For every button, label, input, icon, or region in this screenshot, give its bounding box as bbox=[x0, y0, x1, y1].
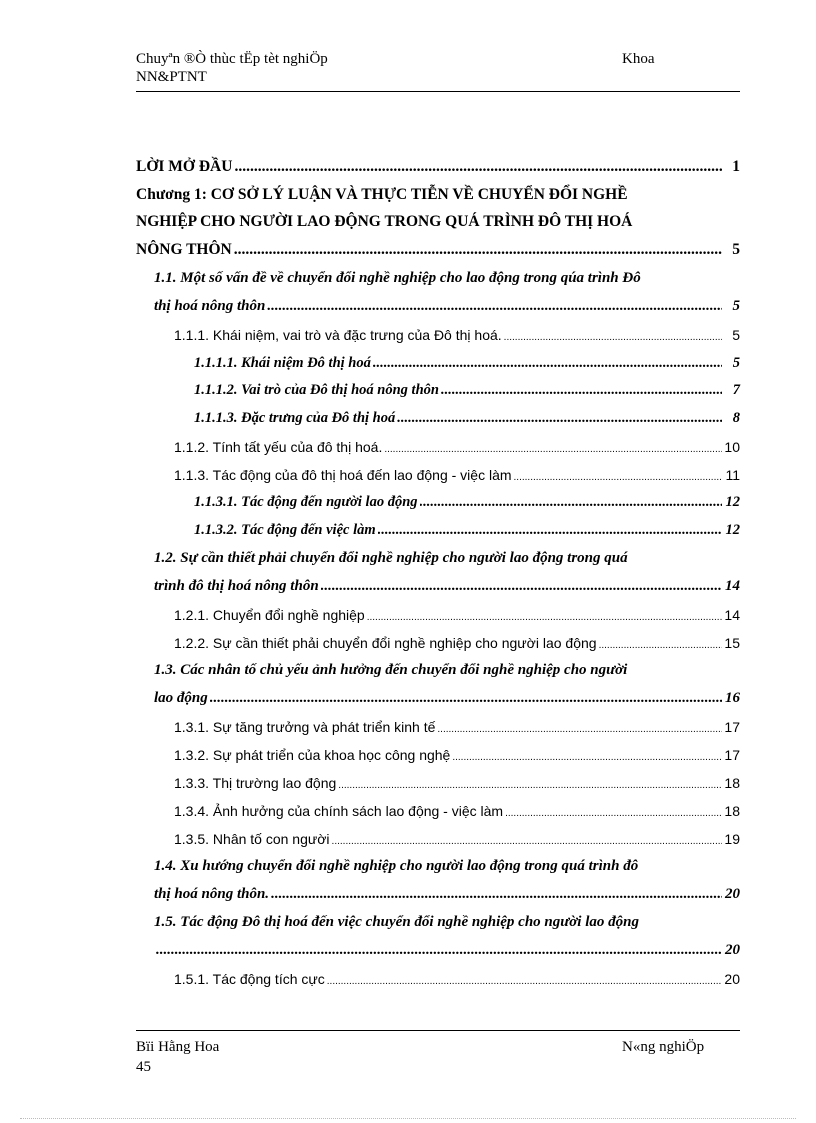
page-edge bbox=[20, 1118, 796, 1119]
dot-leader bbox=[452, 752, 722, 763]
dot-leader bbox=[234, 158, 722, 176]
toc-entry-line: Chương 1: CƠ SỞ LÝ LUẬN VÀ THỰC TIỄN VỀ CHUYỂN ĐỔI NGHỀ bbox=[136, 186, 628, 203]
dot-leader bbox=[367, 612, 722, 623]
toc-entry: 1.1.3.1. Tác động đến người lao động ..... 12 bbox=[194, 494, 740, 511]
toc-entry: 1.1.3. Tác động của đô thị hoá đến lao động - việc làm ..... 11 bbox=[174, 467, 740, 483]
toc-entry-line: 1.2. Sự cần thiết phải chuyển đổi nghề nghiệp cho người lao động trong quá bbox=[154, 550, 628, 566]
toc-entry-line: 1.4. Xu hướng chuyển đổi nghề nghiệp cho người lao động trong quá trình đô bbox=[154, 858, 639, 874]
toc-entry: LỜI MỞ ĐẦU ..... 1 bbox=[136, 158, 740, 176]
toc-entry: 1.3.2. Sự phát triển của khoa học công nghệ ..... 17 bbox=[174, 747, 740, 763]
toc-entry: NÔNG THÔN ..... 5 bbox=[136, 241, 740, 259]
toc-entry: trình đô thị hoá nông thôn ..... 14 bbox=[154, 578, 740, 595]
dot-leader bbox=[378, 522, 722, 539]
toc-entry-line: 1.5. Tác động Đô thị hoá đến việc chuyển đổi nghề nghiệp cho người lao động bbox=[154, 914, 639, 930]
dot-leader bbox=[437, 724, 722, 735]
toc-entry-line: 1.3. Các nhân tố chủ yếu ảnh hưởng đến chuyển đổi nghề nghiệp cho người bbox=[154, 662, 628, 678]
toc-entry: thị hoá nông thôn. ..... 20 bbox=[154, 886, 740, 903]
dot-leader bbox=[271, 886, 722, 903]
toc-entry: 1.1.2. Tính tất yếu của đô thị hoá. ..... 10 bbox=[174, 439, 740, 455]
dot-leader bbox=[332, 836, 722, 847]
toc-entry: 1.1.3.2. Tác động đến việc làm ..... 12 bbox=[194, 522, 740, 539]
toc-entry: 1.5.1. Tác động tích cực ..... 20 bbox=[174, 971, 740, 987]
dot-leader bbox=[267, 298, 722, 315]
toc-entry: thị hoá nông thôn ..... 5 bbox=[154, 298, 740, 315]
dot-leader bbox=[373, 355, 722, 372]
dot-leader bbox=[338, 780, 722, 791]
dot-leader bbox=[234, 241, 722, 259]
toc-entry: lao động ..... 16 bbox=[154, 690, 740, 707]
footer-right: N«ng nghiÖp bbox=[622, 1039, 705, 1055]
header-line2: NN&PTNT bbox=[136, 69, 207, 85]
dot-leader bbox=[321, 578, 722, 595]
dot-leader bbox=[420, 494, 722, 511]
dot-leader bbox=[514, 472, 722, 483]
page-footer bbox=[136, 1037, 740, 1077]
page-number: 45 bbox=[136, 1059, 151, 1075]
dot-leader bbox=[504, 332, 722, 343]
toc-entry: 1.1.1.3. Đặc trưng của Đô thị hoá ..... 8 bbox=[194, 410, 740, 427]
dot-leader bbox=[156, 942, 722, 959]
footer-author: Bïi Hằng Hoa bbox=[136, 1039, 220, 1055]
toc-entry: ..... 20 bbox=[154, 942, 740, 959]
toc-entry: 1.3.5. Nhân tố con người ..... 19 bbox=[174, 831, 740, 847]
header-title: Chuyªn ®Ò thùc tËp tèt nghiÖp bbox=[136, 51, 328, 67]
toc-entry: 1.1.1.2. Vai trò của Đô thị hoá nông thôn ..... 7 bbox=[194, 382, 740, 399]
toc-entry: 1.1.1. Khái niệm, vai trò và đặc trưng của Đô thị hoá. ..... 5 bbox=[174, 327, 740, 343]
toc-entry: 1.1.1.1. Khái niệm Đô thị hoá ..... 5 bbox=[194, 355, 740, 372]
dot-leader bbox=[599, 640, 722, 651]
dot-leader bbox=[327, 976, 722, 987]
header-rule bbox=[136, 91, 740, 92]
dot-leader bbox=[210, 690, 722, 707]
toc-entry-line: NGHIỆP CHO NGƯỜI LAO ĐỘNG TRONG QUÁ TRÌNH ĐÔ THỊ HOÁ bbox=[136, 213, 633, 230]
toc-entry: 1.2.2. Sự cần thiết phải chuyển đổi nghề nghiệp cho người lao động ..... 15 bbox=[174, 635, 740, 651]
dot-leader bbox=[384, 444, 722, 455]
dot-leader bbox=[441, 382, 722, 399]
toc-entry: 1.2.1. Chuyển đổi nghề nghiệp ..... 14 bbox=[174, 607, 740, 623]
toc-entry: 1.3.1. Sự tăng trưởng và phát triển kinh tế ..... 17 bbox=[174, 719, 740, 735]
dot-leader bbox=[505, 808, 722, 819]
toc-entry: 1.3.4. Ảnh hưởng của chính sách lao động - việc làm ..... 18 bbox=[174, 803, 740, 819]
footer-rule bbox=[136, 1030, 740, 1031]
page-header bbox=[136, 50, 740, 86]
toc-entry: 1.3.3. Thị trường lao động ..... 18 bbox=[174, 775, 740, 791]
dot-leader bbox=[397, 410, 722, 427]
header-right: Khoa bbox=[622, 51, 655, 67]
toc-entry-line: 1.1. Một số vấn đề về chuyển đổi nghề nghiệp cho lao động trong qúa trình Đô bbox=[154, 270, 641, 286]
